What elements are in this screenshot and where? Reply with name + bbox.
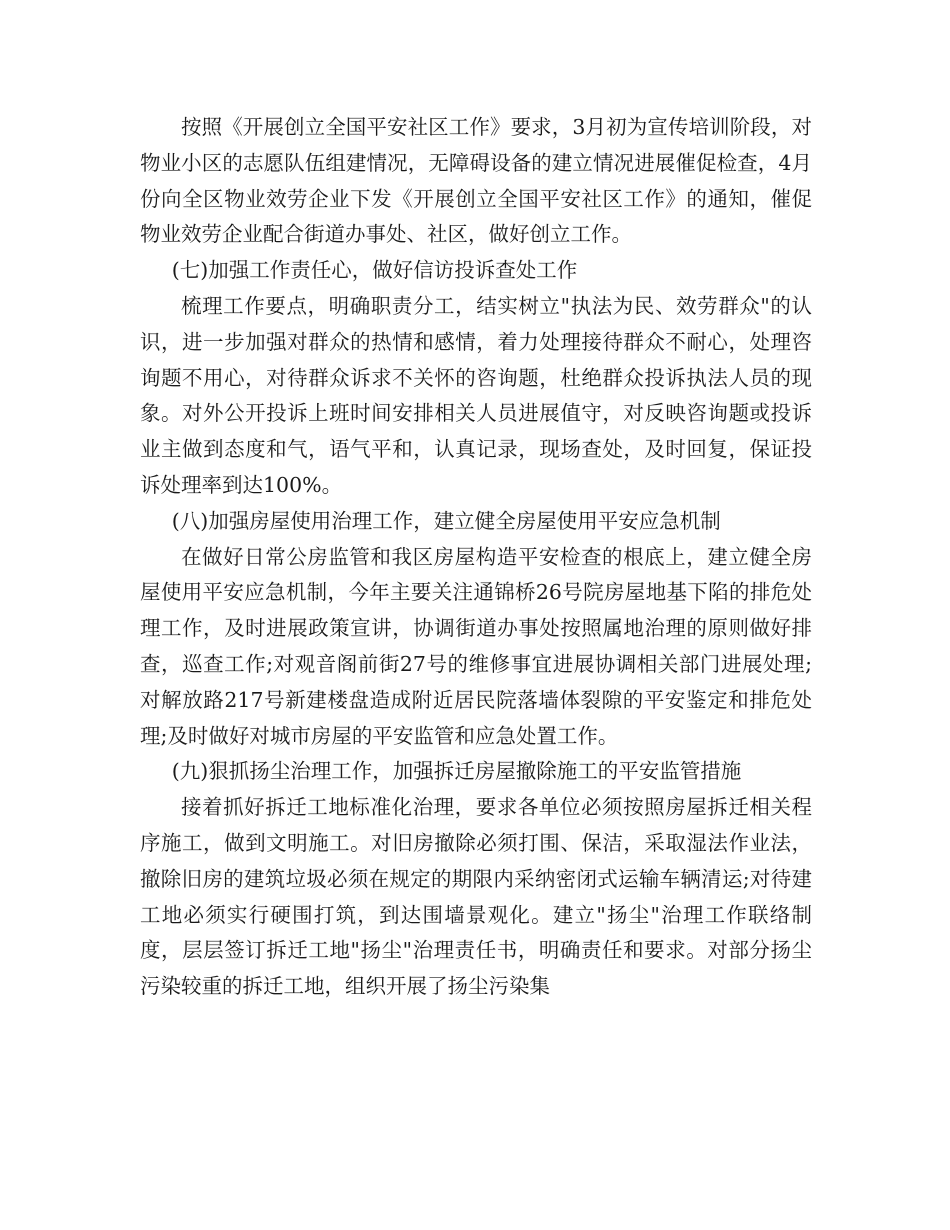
paragraph-housing-safety: 在做好日常公房监管和我区房屋构造平安检查的根底上，建立健全房屋使用平安应急机制，今年主要关注通锦桥26号院房屋地基下陷的排危处理工作，及时进展政策宣讲，协调街道办事处按照属地治理的原则做好排查，巡查工作;对观音阁前街27号的维修事宜进展协调相关部门进展处理;对解放路217号新建楼盘造成附近居民院落墙体裂隙的平安鉴定和排危处理;及时做好对城市房屋的平安监管和应急处置工作。 [140, 544, 812, 748]
paragraph-dust-control: 接着抓好拆迁工地标准化治理，要求各单位必须按照房屋拆迁相关程序施工，做到文明施工。对旧房撤除必须打围、保洁，采取湿法作业法，撤除旧房的建筑垃圾必须在规定的期限内采纳密闭式运输车辆清运;对待建工地必须实行硬围打筑，到达围墙景观化。建立"扬尘"治理工作联络制度，层层签订拆迁工地"扬尘"治理责任书，明确责任和要求。对部分扬尘污染较重的拆迁工地，组织开展了扬尘污染集 [140, 795, 812, 999]
section-heading-7: (七)加强工作责任心，做好信访投诉查处工作 [171, 258, 578, 283]
section-heading-8: (八)加强房屋使用治理工作，建立健全房屋使用平安应急机制 [171, 508, 721, 533]
paragraph-safe-community: 按照《开展创立全国平安社区工作》要求，3月初为宣传培训阶段，对物业小区的志愿队伍组建情况，无障碍设备的建立情况进展催促检查，4月份向全区物业效劳企业下发《开展创立全国平安社区工作》的通知，催促物业效劳企业配合街道办事处、社区，做好创立工作。 [140, 115, 812, 247]
section-heading-9: (九)狠抓扬尘治理工作，加强拆迁房屋撤除施工的平安监管措施 [171, 759, 742, 784]
paragraph-complaints: 梳理工作要点，明确职责分工，结实树立"执法为民、效劳群众"的认识，进一步加强对群众的热情和感情，着力处理接待群众不耐心，处理咨询题不用心，对待群众诉求不关怀的咨询题，杜绝群众投诉执法人员的现象。对外公开投诉上班时间安排相关人员进展值守，对反映咨询题或投诉业主做到态度和气，语气平和，认真记录，现场查处，及时回复，保证投诉处理率到达100%。 [140, 293, 812, 497]
document-body [140, 110, 812, 1005]
